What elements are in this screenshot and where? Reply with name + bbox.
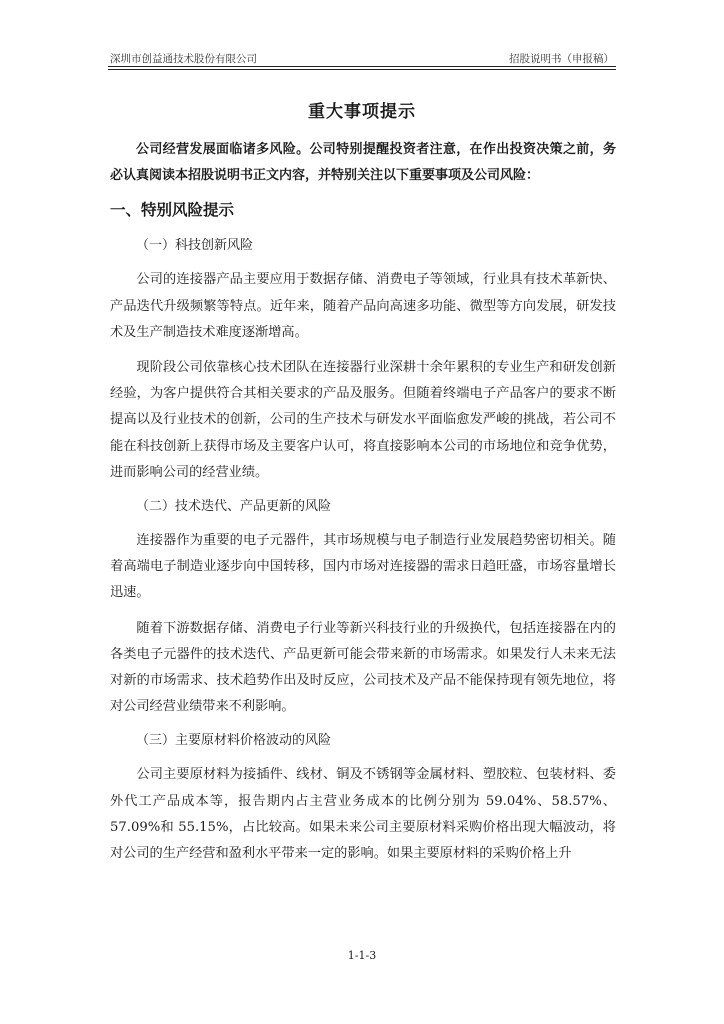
paragraph: 公司主要原材料为接插件、线材、铜及不锈钢等金属材料、塑胶粒、包装材料、委外代工产品成本等，报告期内占主营业务成本的比例分别为 59.04%、58.57%、57.09%和 55.15%，占比较高。如果未来公司主要原材料采购价格出现大幅波动，将对公司的生产经营和盈利水平带来一定的影响。如果主要原材料的采购价格上升: [110, 767, 616, 862]
subsection-heading-innovation-risk: （一）科技创新风险: [136, 238, 254, 254]
page-title: 重大事项提示: [308, 102, 416, 122]
subsection-heading-material-price-risk: （三）主要原材料价格波动的风险: [136, 733, 332, 749]
section-heading-special-risks: 一、特别风险提示: [110, 201, 235, 220]
subsection-heading-iteration-risk: （二）技术迭代、产品更新的风险: [136, 499, 332, 515]
paragraph: 现阶段公司依靠核心技术团队在连接器行业深耕十余年累积的专业生产和研发创新经验，为客户提供符合其相关要求的产品及服务。但随着终端电子产品客户的要求不断提高以及行业技术的创新，公司的生产技术与研发水平面临愈发严峻的挑战，若公司不能在科技创新上获得市场及主要客户认可，将直接影响本公司的市场地位和竞争优势，进而影响公司的经营业绩。: [110, 360, 616, 480]
header-company-name: 深圳市创益通技术股份有限公司: [110, 53, 257, 65]
intro-paragraph: 公司经营发展面临诸多风险。公司特别提醒投资者注意，在作出投资决策之前，务必认真阅读本招股说明书正文内容，并特别关注以下重要事项及公司风险：: [110, 142, 616, 184]
document-body: [110, 137, 616, 876]
header-divider: [108, 69, 616, 70]
paragraph: 随着下游数据存储、消费电子行业等新兴科技行业的升级换代，包括连接器在内的各类电子元器件的技术迭代、产品更新可能会带来新的市场需求。如果发行人未来无法对新的市场需求、技术趋势作出及时反应，公司技术及产品不能保持现有领先地位，将对公司经营业绩带来不利影响。: [110, 620, 616, 715]
paragraph: 公司的连接器产品主要应用于数据存储、消费电子等领域，行业具有技术革新快、产品迭代升级频繁等特点。近年来，随着产品向高速多功能、微型等方向发展，研发技术及生产制造技术难度逐渐增高。: [110, 272, 616, 340]
header-document-type: 招股说明书（申报稿）: [509, 53, 614, 65]
paragraph: 连接器作为重要的电子元器件，其市场规模与电子制造行业发展趋势密切相关。随着高端电子制造业逐步向中国转移，国内市场对连接器的需求日趋旺盛，市场容量增长迅速。: [110, 533, 616, 601]
page-number: 1-1-3: [347, 949, 377, 962]
page-header: [108, 50, 616, 67]
